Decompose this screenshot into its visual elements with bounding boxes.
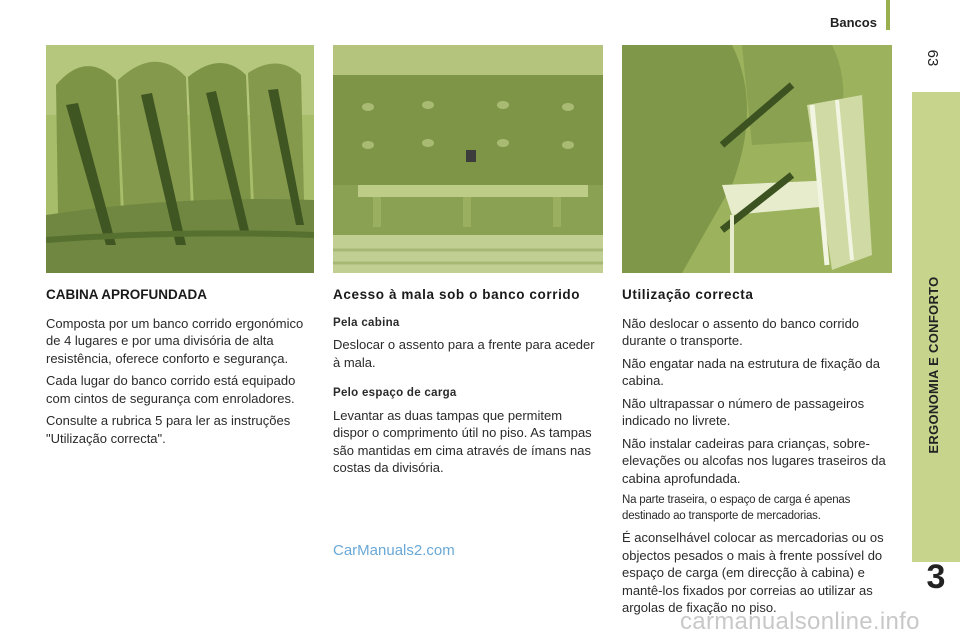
paragraph: É aconselhável colocar as mercadorias ou os objectos pesados o mais à frente possível do espaço de carga (em direcção à cabina) e mantê-los fixados por correias ao utilizar as argolas de fixação no piso. bbox=[622, 530, 884, 615]
watermark-carmanualsonline: carmanualsonline.info bbox=[680, 608, 920, 635]
paragraph: Deslocar o assento para a frente para aceder à mala. bbox=[333, 337, 595, 370]
header-accent-rule bbox=[886, 0, 890, 30]
child-seat-illustration bbox=[622, 45, 892, 273]
paragraph: Cada lugar do banco corrido está equipado com cintos de segurança com enroladores. bbox=[46, 373, 296, 406]
column-utilizacao-correcta bbox=[622, 286, 894, 622]
paragraph: Não ultrapassar o número de passageiros indicado no livrete. bbox=[622, 395, 865, 428]
section-title: Bancos bbox=[830, 15, 877, 30]
paragraph: Na parte traseira, o espaço de carga é apenas destinado ao transporte de mercadorias. bbox=[622, 494, 851, 522]
column-acesso-mala bbox=[333, 286, 595, 482]
subheading-pelo-espaco-de-carga: Pelo espaço de carga bbox=[333, 387, 457, 399]
page-number: 63 bbox=[924, 49, 941, 67]
column-cabina-aprofundada bbox=[46, 286, 318, 452]
heading-utilizacao-correcta: Utilização correcta bbox=[622, 287, 754, 302]
paragraph: Composta por um banco corrido ergonómico de 4 lugares e por uma divisória de alta resistência, oferece conforto e segurança. bbox=[46, 315, 304, 366]
paragraph: Consulte a rubrica 5 para ler as instruções "Utilização correcta". bbox=[46, 413, 291, 446]
paragraph: Levantar as duas tampas que permitem dispor o comprimento útil no piso. As tampas são mantidas em cima através de ímans nas costas da divisória. bbox=[333, 407, 592, 475]
chapter-number: 3 bbox=[926, 558, 946, 596]
heading-acesso-mala: Acesso à mala sob o banco corrido bbox=[333, 287, 581, 302]
under-seat-storage-illustration bbox=[333, 45, 603, 273]
heading-cabina-aprofundada: CABINA APROFUNDADA bbox=[46, 287, 207, 302]
subheading-pela-cabina: Pela cabina bbox=[333, 316, 400, 329]
paragraph: Não deslocar o assento do banco corrido durante o transporte. bbox=[622, 315, 860, 348]
paragraph: Não engatar nada na estrutura de fixação da cabina. bbox=[622, 355, 881, 388]
chapter-tab-label: ERGONOMIA E CONFORTO bbox=[926, 276, 941, 454]
bench-seat-illustration bbox=[46, 45, 314, 273]
paragraph: Não instalar cadeiras para crianças, sobre-elevações ou alcofas nos lugares traseiros da cabina aprofundada. bbox=[622, 435, 886, 486]
watermark-carmanuals2: CarManuals2.com bbox=[333, 542, 455, 559]
